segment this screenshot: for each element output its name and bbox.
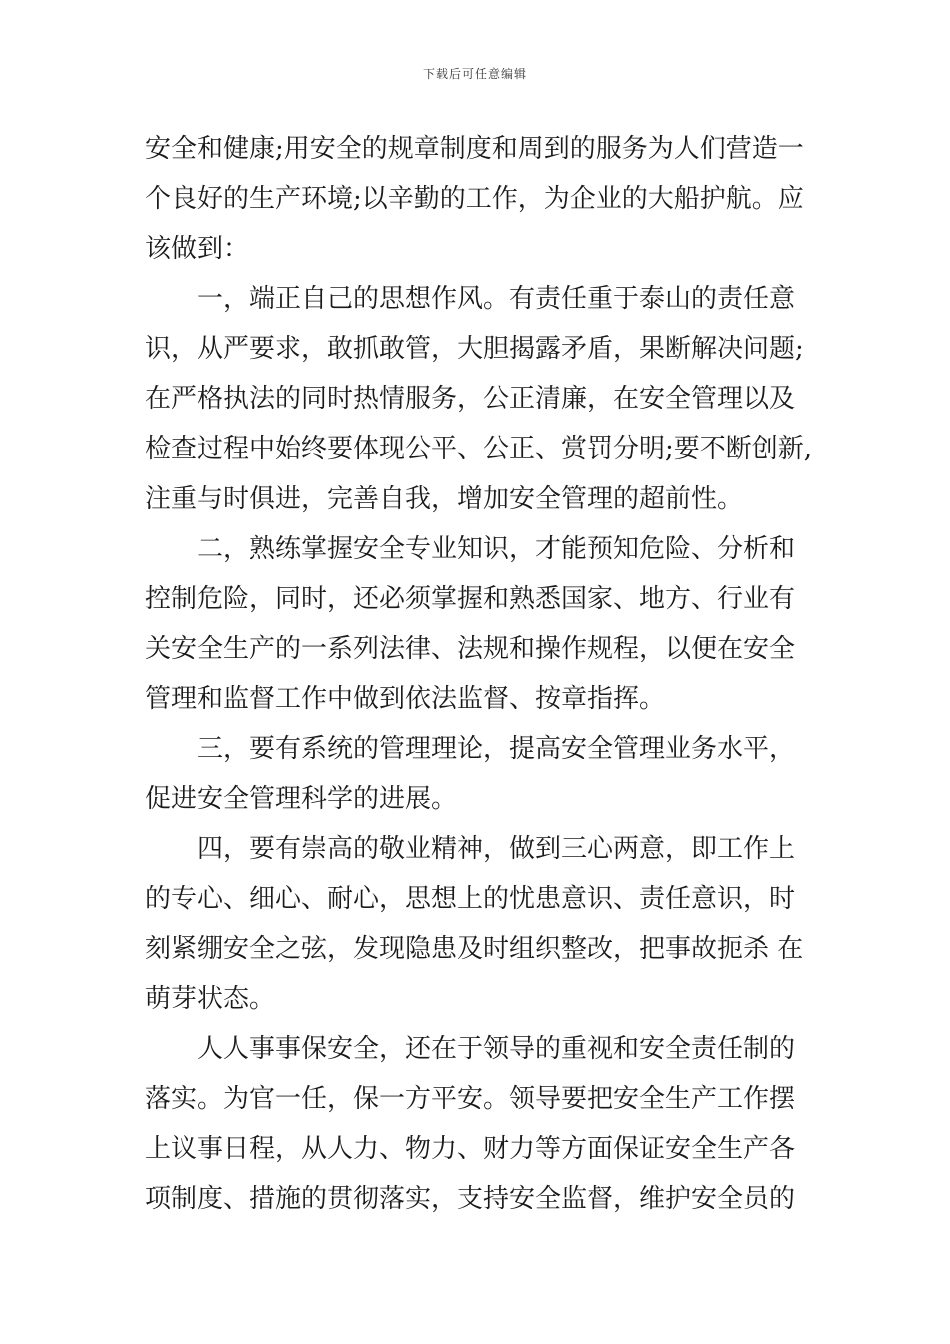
text-line: 安全和健康;用安全的规章制度和周到的服务为人们营造一 — [145, 134, 804, 164]
text-line: 的专心、细心、耐心，思想上的忧患意识、责任意识，时 — [145, 884, 796, 914]
text-line: 促进安全管理科学的进展。 — [145, 784, 458, 814]
text-line: 该做到： — [145, 234, 250, 264]
text-line: 注重与时俱进，完善自我，增加安全管理的超前性。 — [145, 484, 744, 514]
text-line: 管理和监督工作中做到依法监督、按章指挥。 — [145, 684, 666, 714]
text-line: 刻紧绷安全之弦，发现隐患及时组织整改，把事故扼杀 在 — [145, 934, 804, 964]
page-header: 下载后可任意编辑 — [422, 67, 527, 81]
paragraph-first-line: 一，端正自己的思想作风。有责任重于泰山的责任意 — [197, 284, 796, 314]
text-line: 在严格执法的同时热情服务，公正清廉，在安全管理以及 — [145, 384, 796, 414]
text-line: 关安全生产的一系列法律、法规和操作规程，以便在安全 — [145, 634, 796, 664]
text-line: 控制危险，同时，还必须掌握和熟悉国家、地方、行业有 — [145, 584, 796, 614]
paragraph-first-line: 三，要有系统的管理理论，提高安全管理业务水平， — [197, 734, 796, 764]
paragraph-first-line: 四，要有崇高的敬业精神，做到三心两意，即工作上 — [197, 834, 796, 864]
text-line: 项制度、措施的贯彻落实，支持安全监督，维护安全员的 — [145, 1184, 796, 1214]
text-line: 识，从严要求，敢抓敢管，大胆揭露矛盾，果断解决问题; — [145, 334, 804, 364]
text-line: 检查过程中始终要体现公平、公正、赏罚分明;要不断创新, — [145, 434, 813, 464]
text-line: 落实。为官一任，保一方平安。领导要把安全生产工作摆 — [145, 1084, 796, 1114]
document-body — [145, 124, 813, 1224]
text-line: 个良好的生产环境;以辛勤的工作，为企业的大船护航。应 — [145, 184, 804, 214]
paragraph-first-line: 人人事事保安全，还在于领导的重视和安全责任制的 — [197, 1034, 796, 1064]
text-line: 上议事日程，从人力、物力、财力等方面保证安全生产各 — [145, 1134, 796, 1164]
text-line: 萌芽状态。 — [145, 984, 276, 1014]
paragraph-first-line: 二，熟练掌握安全专业知识，才能预知危险、分析和 — [197, 534, 796, 564]
